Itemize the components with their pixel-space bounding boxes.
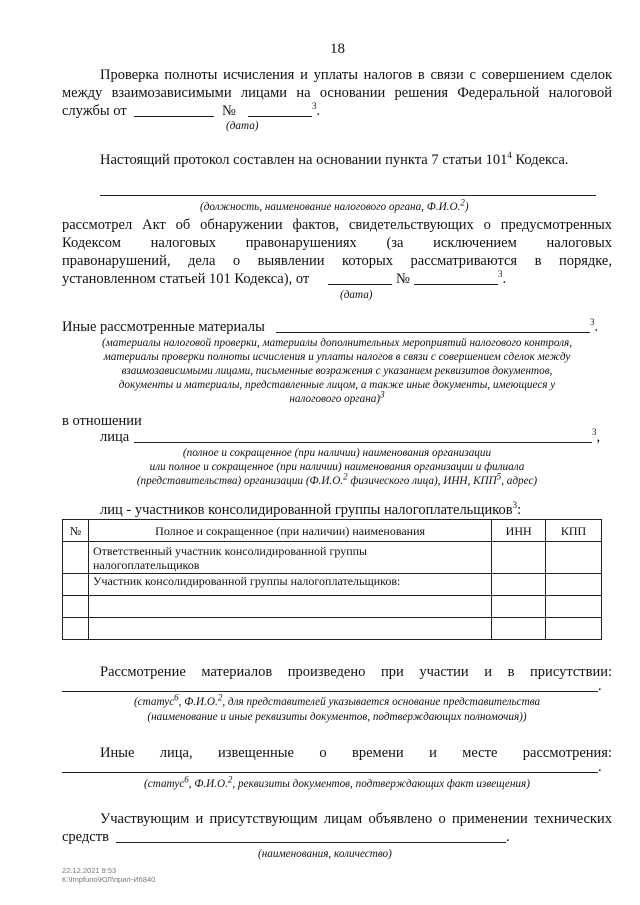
table-cell[interactable] — [546, 574, 602, 596]
technical-means-caption: (наименования, количество) — [258, 848, 392, 860]
act-number-sign: № — [396, 271, 410, 287]
act-footnote: $^3$. — [498, 269, 507, 287]
table-cell[interactable] — [492, 596, 546, 618]
person-footnote: $^3$, — [592, 427, 601, 445]
person-caption-2: или полное и сокращенное (при наличии) наименования организации и филиала — [149, 461, 525, 473]
group-members-table — [62, 519, 602, 640]
materials-caption-5: налогового органа)$^3$ — [289, 389, 385, 405]
footer-path: К:\Impfuno\ЮЛ\прил-И6840 — [62, 875, 156, 884]
number-sign: № — [222, 103, 236, 119]
person-field-line[interactable] — [134, 442, 592, 443]
group-members-heading: лиц - участников консолидированной группы налогоплательщиков$^3$: — [100, 500, 522, 518]
other-materials-footnote: $^3$. — [590, 317, 599, 335]
official-field-line[interactable] — [100, 195, 596, 196]
reviewed-line-3: правонарушений, дела о выявлении которых рассматриваются в порядке, — [62, 253, 612, 269]
col-header-number: № — [63, 520, 89, 542]
table-row — [63, 596, 602, 618]
protocol-basis: Настоящий протокол составлен на основании пункта 7 статьи $101^4$ Кодекса. — [100, 150, 569, 168]
technical-means-label: средств — [62, 829, 109, 845]
table-cell[interactable] — [492, 542, 546, 574]
table-row — [63, 574, 602, 596]
table-header-row — [63, 520, 602, 542]
reviewed-line-4: установленном статьей 101 Кодекса), от — [62, 271, 310, 287]
table-row — [63, 618, 602, 640]
participation-text: Рассмотрение материалов произведено при участии и в присутствии: — [100, 664, 612, 680]
other-materials-field-line[interactable] — [276, 332, 590, 333]
table-cell[interactable] — [63, 542, 89, 574]
person-label: лица — [100, 429, 130, 445]
participation-field-line[interactable] — [62, 691, 598, 692]
participation-end: . — [598, 678, 602, 694]
act-date-caption: (дата) — [340, 289, 373, 301]
table-cell[interactable] — [88, 618, 491, 640]
table-cell[interactable] — [88, 596, 491, 618]
materials-caption-2: материалы проверки полноты исчисления и уплаты налогов в связи с совершением сделок между — [103, 351, 571, 363]
person-caption-3: (представительства) организации (Ф.И.О.$^2$ физического лица), ИНН, КПП$^5$, адрес) — [136, 471, 538, 487]
heading-footnote: $^3$. — [312, 101, 321, 119]
date-field-line[interactable] — [134, 116, 214, 117]
reviewed-line-1: рассмотрел Акт об обнаружении фактов, свидетельствующих о предусмотренных — [62, 217, 612, 233]
table-cell[interactable] — [63, 596, 89, 618]
heading-line-1: Проверка полноты исчисления и уплаты налогов в связи с совершением сделок — [100, 67, 612, 83]
table-cell[interactable] — [546, 542, 602, 574]
act-date-field-line[interactable] — [328, 284, 392, 285]
date-caption: (дата) — [226, 120, 259, 132]
number-field-line[interactable] — [248, 116, 312, 117]
table-cell[interactable] — [63, 574, 89, 596]
materials-caption-3: взаимозависимыми лицами, письменные возражения с указанием реквизитов документов, — [121, 365, 553, 377]
col-header-inn: ИНН — [492, 520, 546, 542]
in-relation-label: в отношении — [62, 413, 142, 429]
technical-means-text: Участвующим и присутствующим лицам объявлено о применении технических — [100, 811, 612, 827]
footer-timestamp: 22.12.2021 9:53 — [62, 866, 117, 875]
participation-caption-1: (статус$^6$, Ф.И.О.$^2$, для представителей указывается основание представительства — [133, 692, 541, 708]
table-cell[interactable]: Участник консолидированной группы налогоплательщиков: — [88, 574, 491, 596]
heading-line-2: между взаимозависимыми лицами на основании решения Федеральной налоговой — [62, 85, 612, 101]
materials-caption-4: документы и материалы, представленные лицом, а также иные документы, имеющиеся у — [118, 379, 556, 391]
table-row — [63, 542, 602, 574]
table-cell[interactable] — [63, 618, 89, 640]
reviewed-line-2: Кодексом налоговых правонарушениях (за исключением налоговых — [62, 235, 612, 251]
technical-means-end: . — [506, 829, 510, 845]
table-cell[interactable] — [546, 596, 602, 618]
materials-caption-1: (материалы налоговой проверки, материалы дополнительных мероприятий налогового контроля, — [101, 337, 573, 349]
col-header-name: Полное и сокращенное (при наличии) наименования — [88, 520, 491, 542]
other-materials-label: Иные рассмотренные материалы — [62, 319, 265, 335]
page-number: 18 — [330, 41, 345, 57]
table-cell[interactable] — [492, 618, 546, 640]
notified-end: . — [598, 759, 602, 775]
table-cell[interactable]: Ответственный участник консолидированной группы налогоплательщиков — [88, 542, 491, 574]
col-header-kpp: КПП — [546, 520, 602, 542]
person-caption-1: (полное и сокращенное (при наличии) наименования организации — [182, 447, 492, 459]
notified-text: Иные лица, извещенные о времени и месте рассмотрения: — [100, 745, 612, 761]
participation-caption-2: (наименование и иные реквизиты документов, подтверждающих полномочия)) — [147, 711, 527, 723]
table-cell[interactable] — [492, 574, 546, 596]
act-number-field-line[interactable] — [414, 284, 498, 285]
heading-line-3: службы от — [62, 103, 127, 119]
notified-caption: (статус$^6$, Ф.И.О.$^2$, реквизиты документов, подтверждающих факт извещения) — [144, 774, 530, 790]
table-cell[interactable] — [546, 618, 602, 640]
official-caption: (должность, наименование налогового органа, Ф.И.О.$^2$) — [200, 197, 469, 213]
notified-field-line[interactable] — [62, 772, 598, 773]
technical-means-field-line[interactable] — [116, 842, 506, 843]
